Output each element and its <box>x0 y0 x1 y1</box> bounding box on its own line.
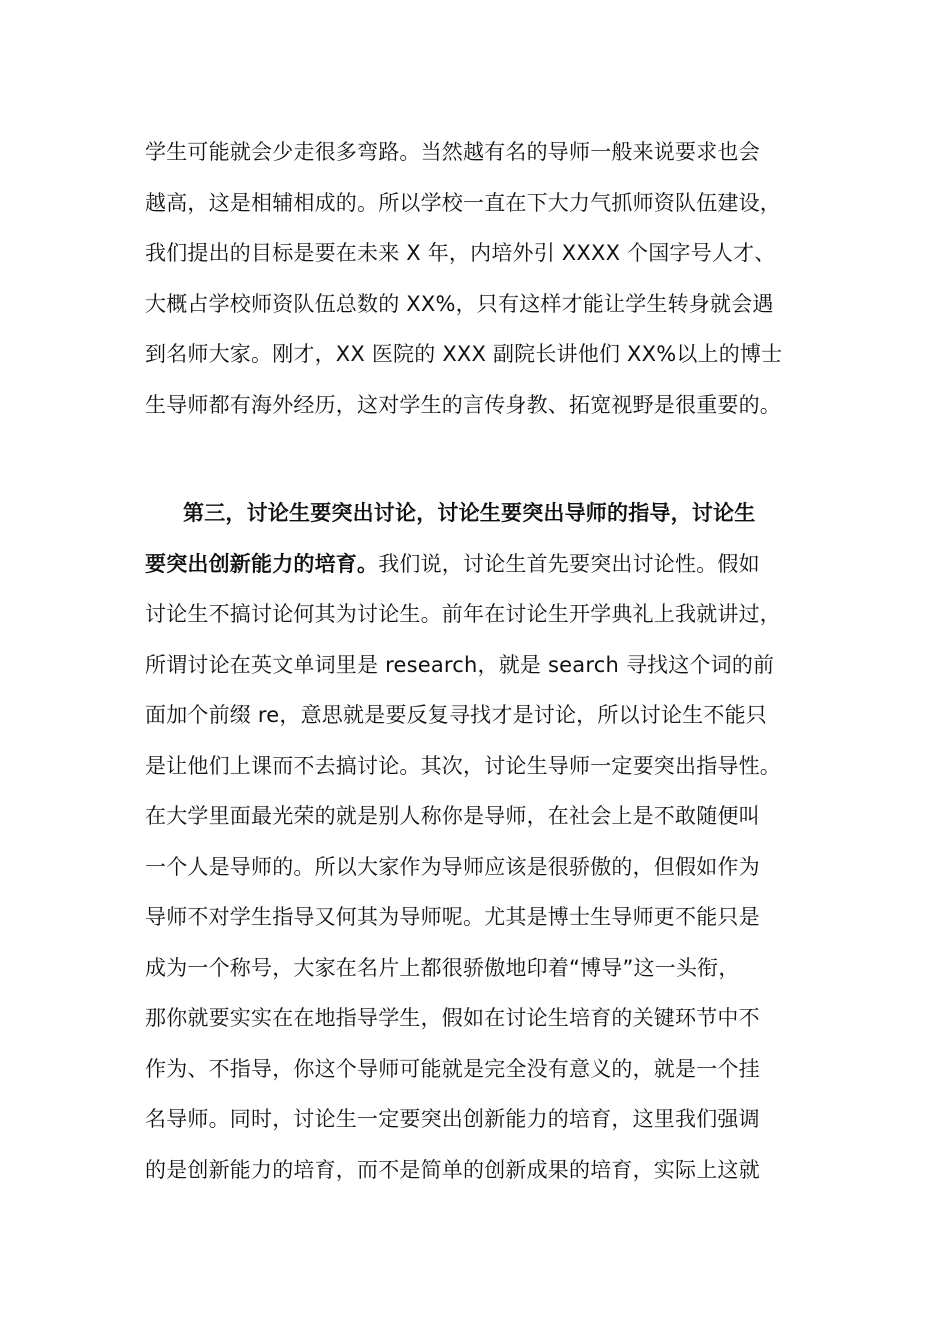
text-line: 面加个前缀 re，意思就是要反复寻找才是讨论，所以讨论生不能只 <box>145 703 767 727</box>
text-line: 的是创新能力的培育，而不是简单的创新成果的培育，实际上这就 <box>145 1157 760 1182</box>
text-line <box>145 539 815 590</box>
text-line: 大概占学校师资队伍总数的 XX%，只有这样才能让学生转身就会遇 <box>145 291 774 316</box>
text-line: 作为、不指导，你这个导师可能就是完全没有意义的，就是一个挂 <box>145 1056 760 1081</box>
text-line: 名导师。同时，讨论生一定要突出创新能力的培育，这里我们强调 <box>145 1107 760 1131</box>
text-line: 那你就要实实在在地指导学生，假如在讨论生培育的关键环节中不 <box>145 1006 760 1030</box>
bold-heading-part-2: 要突出创新能力的培育。 <box>145 551 379 576</box>
text-line: 生导师都有海外经历，这对学生的言传身教、拓宽视野是很重要的。 <box>145 392 781 417</box>
text-line: 我们提出的目标是要在未来 X 年，内培外引 XXXX 个国字号人才、 <box>145 241 776 265</box>
text-line <box>145 488 815 539</box>
text-line: 是让他们上课而不去搞讨论。其次，讨论生导师一定要突出指导性。 <box>145 753 781 778</box>
text-line: 导师不对学生指导又何其为导师呢。尤其是博士生导师更不能只是 <box>145 905 760 929</box>
paragraph-1 <box>145 127 815 430</box>
text-line: 讨论生不搞讨论何其为讨论生。前年在讨论生开学典礼上我就讲过， <box>145 602 781 626</box>
text-line: 学生可能就会少走很多弯路。当然越有名的导师一般来说要求也会 <box>145 140 760 164</box>
text-line: 成为一个称号，大家在名片上都很骄傲地印着“博导”这一头衔， <box>145 955 740 980</box>
text-line: 一个人是导师的。所以大家作为导师应该是很骄傲的，但假如作为 <box>145 854 760 879</box>
text-line: 越高，这是相辅相成的。所以学校一直在下大力气抓师资队伍建设， <box>145 190 781 215</box>
bold-heading-part-1: 第三，讨论生要突出讨论，讨论生要突出导师的指导，讨论生 <box>183 501 756 525</box>
text-line: 所谓讨论在英文单词里是 research，就是 search 寻找这个词的前 <box>145 652 775 677</box>
text-line: 到名师大家。刚才，XX 医院的 XXX 副院长讲他们 XX%以上的博士 <box>145 342 783 366</box>
paragraph-2 <box>145 488 815 1195</box>
text-line: 在大学里面最光荣的就是别人称你是导师，在社会上是不敢随便叫 <box>145 804 760 828</box>
text-run: 我们说，讨论生首先要突出讨论性。假如 <box>378 551 760 576</box>
